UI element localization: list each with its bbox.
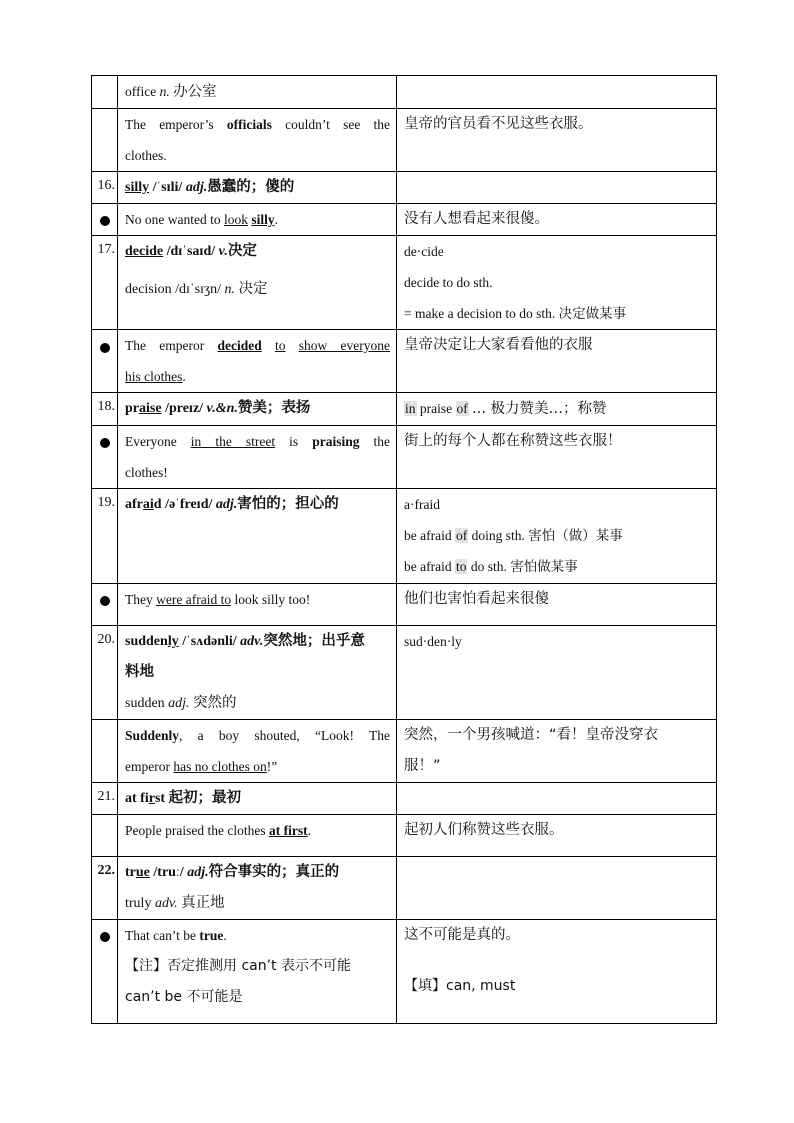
example-text: They	[125, 592, 153, 607]
note-cell	[397, 489, 717, 584]
word-cell	[118, 489, 397, 584]
meaning-text: 料地	[125, 664, 154, 680]
vocabulary-table	[91, 75, 717, 1024]
fill-in-answer: 【填】can, must	[404, 978, 516, 994]
translation-cell	[397, 330, 717, 393]
number-cell	[92, 857, 118, 920]
phrase-text: show everyone	[298, 338, 391, 353]
example-cell	[118, 426, 397, 489]
example-cell	[118, 584, 397, 626]
bullet-icon	[100, 932, 110, 942]
bullet-icon	[100, 596, 110, 606]
syllable-text: a·fraid	[404, 497, 440, 512]
blank-highlight: in	[405, 401, 416, 416]
meaning-text: 害怕的；担心的	[237, 496, 339, 512]
phonetic: /truː/	[153, 865, 184, 880]
example-text: couldn’t see the	[285, 117, 391, 132]
word-cell	[118, 783, 397, 815]
table-row	[92, 920, 717, 1024]
translation-text: 这不可能是真的。	[404, 927, 520, 943]
part-of-speech: v.	[218, 244, 228, 259]
headword-highlight: ue	[135, 865, 150, 880]
blank-highlight: of	[455, 528, 468, 543]
example-text: The emperor’s	[125, 117, 214, 132]
translation-text: 服！”	[404, 758, 441, 774]
example-cell	[118, 330, 397, 393]
number-cell	[92, 489, 118, 584]
part-of-speech: adj.	[168, 696, 190, 711]
translation-cell	[397, 426, 717, 489]
bullet-icon	[100, 216, 110, 226]
headword: st	[154, 791, 166, 806]
example-text: That can’t be	[125, 928, 196, 943]
number-cell	[92, 626, 118, 720]
entry-number: 17.	[97, 242, 115, 257]
phrase-text: do sth. 害怕做某事	[470, 559, 578, 574]
example-text: The emperor	[125, 338, 205, 353]
meaning-text: 起初；最初	[168, 790, 242, 806]
example-text: No one wanted to	[125, 212, 221, 227]
part-of-speech: v.&n.	[206, 401, 238, 416]
phrase-text: = make a decision to do sth. 决定做某事	[404, 306, 627, 321]
example-cell	[118, 204, 397, 236]
number-cell	[92, 172, 118, 204]
part-of-speech: adv.	[240, 634, 264, 649]
meaning-text: 突然地；出乎意	[263, 633, 365, 649]
headword: silly	[125, 180, 150, 195]
part-of-speech: adj.	[185, 180, 208, 195]
meaning-text: 突然的	[193, 695, 237, 711]
word-cell	[118, 172, 397, 204]
derived-word: decision /dɪˈsɪʒn/	[125, 282, 222, 297]
blank-highlight: to	[455, 559, 467, 574]
keyword-text: decided	[217, 338, 262, 353]
number-cell	[92, 783, 118, 815]
number-cell	[92, 393, 118, 426]
example-cell	[118, 815, 397, 857]
example-text: People praised the clothes	[125, 823, 266, 838]
translation-cell	[397, 720, 717, 783]
entry-number: 21.	[97, 789, 115, 804]
note-cell	[397, 236, 717, 330]
bullet-cell	[92, 426, 118, 489]
translation-cell	[397, 109, 717, 172]
phrase-text: look	[223, 212, 248, 227]
translation-cell	[397, 204, 717, 236]
meaning-text: 愚蠢的；傻的	[207, 179, 295, 195]
meaning-text: 真正地	[181, 895, 225, 911]
bullet-cell	[92, 204, 118, 236]
headword: at fi	[125, 791, 149, 806]
note-cell	[397, 76, 717, 109]
meaning-text: 办公室	[173, 84, 217, 100]
keyword-text: at first	[268, 823, 308, 838]
example-text: clothes!	[125, 465, 168, 480]
table-row	[92, 172, 717, 204]
note-text: 【注】否定推测用 can’t 表示不可能	[125, 958, 351, 974]
syllable-text: de·cide	[404, 244, 444, 259]
table-row	[92, 626, 717, 720]
headword: tr	[125, 865, 136, 880]
part-of-speech: n.	[224, 282, 236, 297]
entry-number: 20.	[97, 632, 115, 647]
example-text: look silly too!	[234, 592, 311, 607]
part-of-speech: n.	[159, 84, 170, 99]
punctuation: !”	[266, 759, 278, 774]
meaning-text: ... 极力赞美…；称赞	[472, 401, 607, 417]
headword: decide	[125, 244, 164, 259]
note-cell	[397, 393, 717, 426]
headword: sudden	[125, 634, 168, 649]
number-cell	[92, 109, 118, 172]
headword-highlight: aise	[139, 401, 162, 416]
word-cell	[118, 626, 397, 720]
translation-cell	[397, 584, 717, 626]
part-of-speech: adj.	[215, 497, 238, 512]
bullet-icon	[100, 343, 110, 353]
phrase-text: in the street	[190, 434, 276, 449]
meaning-text: 赞美；表扬	[237, 400, 311, 416]
punctuation: .	[307, 823, 311, 838]
entry-number: 19.	[97, 495, 115, 510]
number-cell	[92, 76, 118, 109]
note-cell	[397, 783, 717, 815]
table-row	[92, 76, 717, 109]
word-text: office	[125, 84, 157, 99]
headword-highlight: ly	[167, 634, 179, 649]
derived-word: sudden	[125, 696, 165, 711]
headword: pr	[125, 401, 139, 416]
phrase-text: has no clothes on	[173, 759, 267, 774]
example-text: clothes.	[125, 148, 167, 163]
phrase-text: his clothes	[125, 369, 183, 384]
translation-text: 他们也害怕看起来很傻	[404, 591, 549, 607]
meaning-text: 决定	[227, 243, 257, 259]
translation-text: 起初人们称赞这些衣服。	[404, 822, 564, 838]
phonetic: /ˈsʌdənli/	[182, 634, 237, 649]
translation-cell	[397, 920, 717, 1024]
table-row	[92, 489, 717, 584]
translation-cell	[397, 815, 717, 857]
keyword-text: officials	[226, 117, 272, 132]
keyword-text: were afraid to	[156, 592, 232, 607]
phrase-text: decide to do sth.	[404, 275, 493, 290]
table-row	[92, 815, 717, 857]
keyword-text: true	[199, 928, 224, 943]
bullet-cell	[92, 330, 118, 393]
table-row	[92, 330, 717, 393]
note-cell	[397, 626, 717, 720]
punctuation: .	[182, 369, 186, 384]
headword: afr	[125, 497, 143, 512]
phonetic: /dɪˈsaɪd/	[166, 244, 216, 259]
table-row	[92, 783, 717, 815]
table-row	[92, 426, 717, 489]
number-cell	[92, 720, 118, 783]
derived-word: truly	[125, 896, 152, 911]
headword-highlight: r	[148, 791, 155, 806]
phonetic: /ˈsɪli/	[152, 180, 183, 195]
keyword-text: silly	[251, 212, 275, 227]
note-cell	[397, 172, 717, 204]
translation-text: 皇帝的官员看不见这些衣服。	[404, 116, 593, 132]
example-text: Everyone	[125, 434, 177, 449]
punctuation: .	[223, 928, 227, 943]
phrase-text: doing sth. 害怕（做）某事	[471, 528, 623, 543]
translation-text: 突然，一个男孩喊道：“看！皇帝没穿衣	[404, 727, 659, 743]
table-row	[92, 857, 717, 920]
entry-number: 16.	[97, 178, 115, 193]
headword-highlight: ai	[142, 497, 154, 512]
translation-text: 街上的每个人都在称赞这些衣服！	[404, 433, 622, 449]
table-row	[92, 204, 717, 236]
keyword-text: Suddenly	[125, 728, 180, 743]
bullet-cell	[92, 920, 118, 1024]
punctuation: .	[274, 212, 279, 227]
phonetic: /preɪz/	[165, 401, 204, 416]
table-row	[92, 720, 717, 783]
entry-number: 18.	[97, 399, 115, 414]
number-cell	[92, 815, 118, 857]
word-cell	[118, 76, 397, 109]
table-row	[92, 109, 717, 172]
word-cell	[118, 236, 397, 330]
example-text: emperor	[125, 759, 170, 774]
phrase-text: be afraid	[404, 528, 452, 543]
note-cell	[397, 857, 717, 920]
phrase-text: praise	[419, 401, 453, 416]
table-row	[92, 393, 717, 426]
part-of-speech: adj.	[187, 865, 209, 880]
headword: d	[153, 497, 162, 512]
note-text: can’t be 不可能是	[125, 989, 243, 1005]
meaning-text: 符合事实的；真正的	[208, 864, 340, 880]
example-cell	[118, 720, 397, 783]
bullet-icon	[100, 438, 110, 448]
entry-number: 22.	[97, 863, 115, 878]
word-cell	[118, 857, 397, 920]
phonetic: /əˈfreɪd/	[165, 497, 213, 512]
table-row	[92, 236, 717, 330]
example-text: is	[289, 434, 299, 449]
phrase-text: to	[275, 338, 286, 353]
phrase-text: be afraid	[404, 559, 452, 574]
example-cell	[118, 109, 397, 172]
example-cell	[118, 920, 397, 1024]
number-cell	[92, 236, 118, 330]
bullet-cell	[92, 584, 118, 626]
part-of-speech: adv.	[154, 896, 178, 911]
table-row	[92, 584, 717, 626]
keyword-text: praising	[312, 434, 360, 449]
translation-text: 没有人想看起来很傻。	[404, 211, 549, 227]
translation-text: 皇帝决定让大家看看他的衣服	[404, 337, 593, 353]
blank-highlight: of	[456, 401, 468, 416]
meaning-text: 决定	[238, 281, 268, 297]
example-text: , a boy shouted, “Look! The	[179, 728, 390, 743]
example-text: the	[373, 434, 391, 449]
syllable-text: sud·den·ly	[404, 634, 462, 649]
word-cell	[118, 393, 397, 426]
